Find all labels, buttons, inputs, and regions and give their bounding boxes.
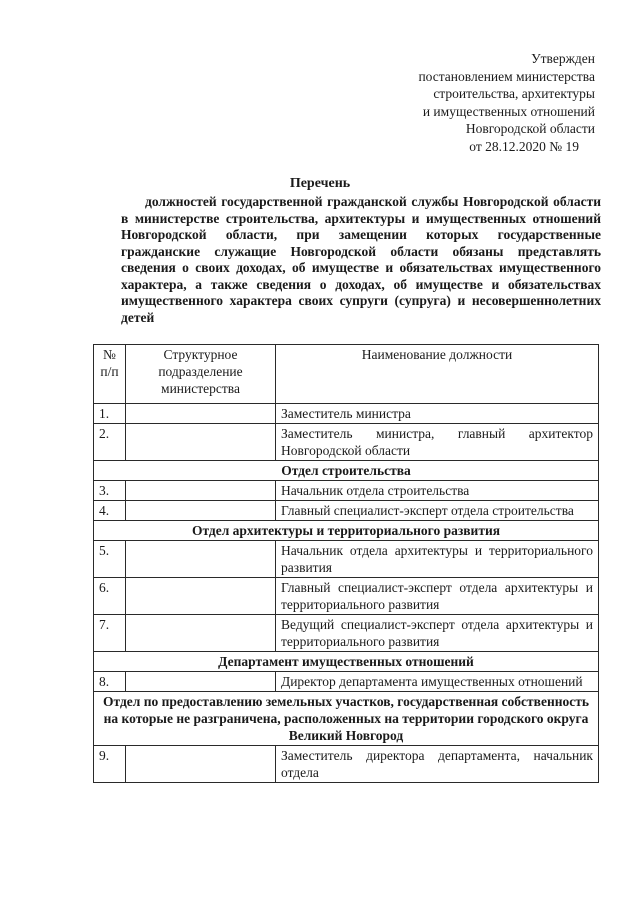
document-title: Перечень: [289, 176, 351, 191]
table-row: [94, 578, 599, 615]
row-position: Директор департамента имущественных отношений: [276, 672, 599, 692]
table-row: [94, 424, 599, 461]
row-division: [126, 746, 276, 783]
approval-line: Новгородской области: [465, 121, 595, 136]
row-number: 9.: [94, 746, 126, 783]
section-row: [94, 461, 599, 481]
section-title: Департамент имущественных отношений: [94, 652, 599, 672]
row-position: Заместитель директора департамента, начальник отдела: [276, 746, 599, 783]
approval-line: и имущественных отношений: [422, 103, 595, 119]
table-row: [94, 404, 599, 424]
positions-table: [93, 344, 599, 783]
section-row: [94, 521, 599, 541]
row-position: Главный специалист-эксперт отдела строительства: [276, 501, 599, 521]
table-header-row: [94, 345, 599, 404]
approval-line: Утвержден: [531, 51, 595, 66]
row-number: 8.: [94, 672, 126, 692]
row-number: 6.: [94, 578, 126, 615]
row-division: [126, 578, 276, 615]
table-row: [94, 615, 599, 652]
row-division: [126, 541, 276, 578]
section-title: Отдел архитектуры и территориального развития: [94, 521, 599, 541]
section-title: Отдел строительства: [94, 461, 599, 481]
table-row: [94, 672, 599, 692]
row-number: 5.: [94, 541, 126, 578]
section-row: [94, 652, 599, 672]
approval-stamp: [418, 50, 595, 155]
row-position: Начальник отдела архитектуры и территориального развития: [276, 541, 599, 578]
row-division: [126, 424, 276, 461]
table-row: [94, 541, 599, 578]
row-number: 1.: [94, 404, 126, 424]
document-subtitle: должностей государственной гражданской службы Новгородской области в министерстве строительства, архитектуры и имущественных отношений Новгородской области, при замещении которых государственные гражданские служащие Новгородской области обязаны представлять сведения о своих доходах, об имуществе и обязательствах имущественного характера, а также сведения о доходах, об имуществе и обязательствах имущественного характера своих супруги (супруга) и несовершеннолетних детей: [121, 194, 601, 325]
header-number: № п/п: [94, 345, 126, 404]
approval-line: постановлением министерства: [418, 68, 595, 84]
row-position: Начальник отдела строительства: [276, 481, 599, 501]
row-number: 4.: [94, 501, 126, 521]
header-division: Структурное подразделение министерства: [126, 345, 276, 404]
row-division: [126, 404, 276, 424]
row-position: Заместитель министра, главный архитектор Новгородской области: [276, 424, 599, 461]
row-number: 7.: [94, 615, 126, 652]
table-row: [94, 746, 599, 783]
section-title: Отдел по предоставлению земельных участков, государственная собственность на которые не разграничена, расположенных на территории городского округа Великий Новгород: [94, 692, 599, 746]
row-division: [126, 672, 276, 692]
row-position: Главный специалист-эксперт отдела архитектуры и территориального развития: [276, 578, 599, 615]
approval-line: строительства, архитектуры: [433, 86, 595, 101]
section-row: [94, 692, 599, 746]
approval-date: от 28.12.2020 № 19: [469, 138, 579, 154]
row-number: 2.: [94, 424, 126, 461]
header-position: Наименование должности: [276, 345, 599, 404]
row-division: [126, 615, 276, 652]
table-row: [94, 501, 599, 521]
table-row: [94, 481, 599, 501]
row-number: 3.: [94, 481, 126, 501]
table-body: [94, 404, 599, 783]
row-division: [126, 481, 276, 501]
row-position: Заместитель министра: [276, 404, 599, 424]
row-position: Ведущий специалист-эксперт отдела архитектуры и территориального развития: [276, 615, 599, 652]
row-division: [126, 501, 276, 521]
